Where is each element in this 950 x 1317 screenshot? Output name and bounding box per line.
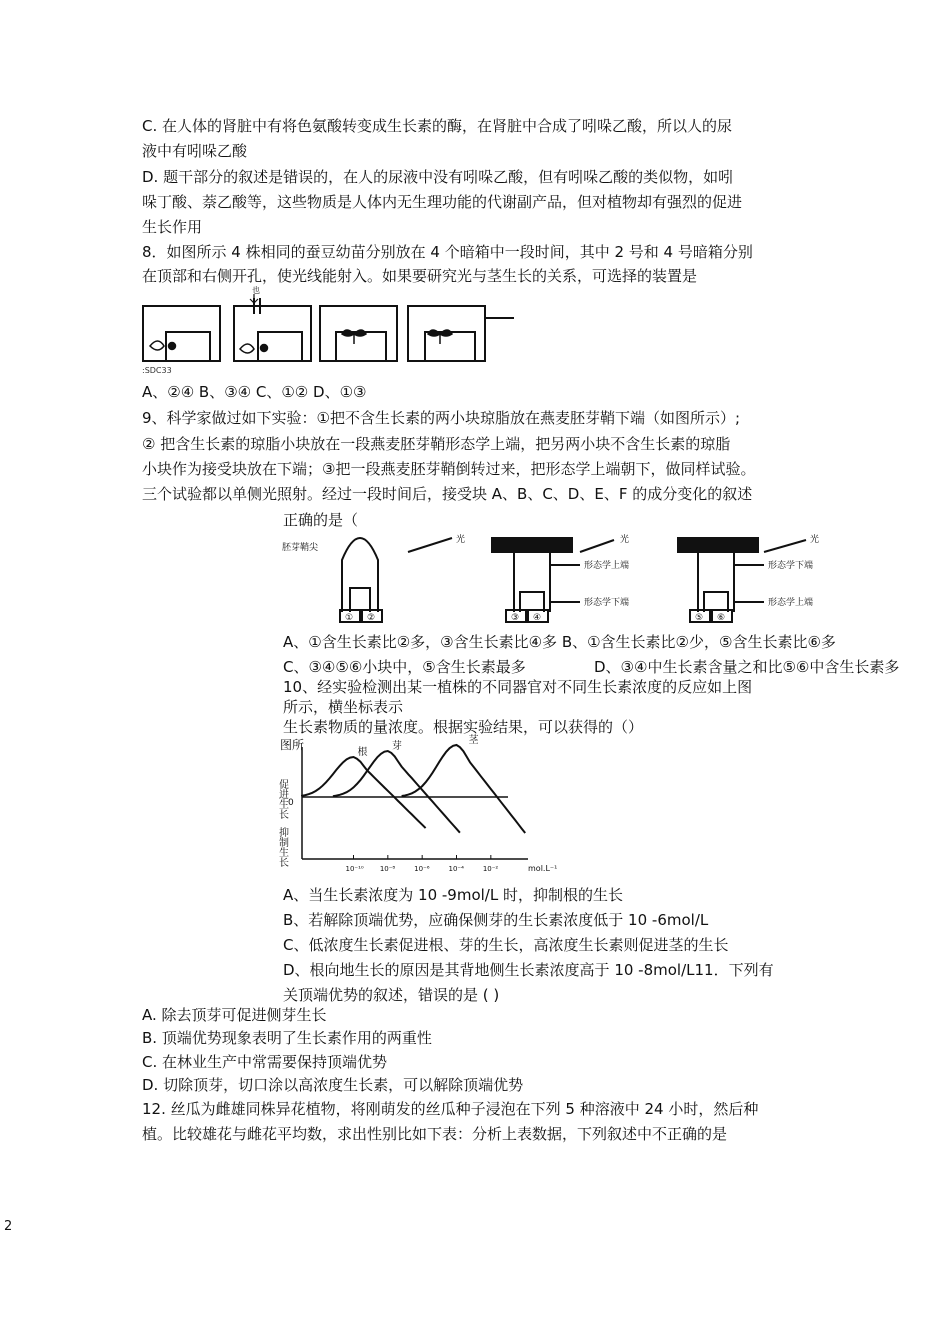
x-unit-label: mol.L⁻¹ [528, 864, 558, 873]
page-number: 2 [4, 1219, 13, 1234]
q10-stem-line1: 10、经实验检测出某一植株的不同器官对不同生长素浓度的反应如上图 [283, 678, 753, 696]
q9-option-ab: A、①含生长素比②多，③含生长素比④多 B、①含生长素比②少，⑤含生长素比⑥多 [283, 633, 836, 651]
q9-stem-line4: 三个试验都以单侧光照射。经过一段时间后，接受块 A、B、C、D、E、F 的成分变化的叙述 [142, 485, 753, 503]
q10-stem-line3: 生长素物质的量浓度。根据实验结果，可以获得的（） [283, 718, 644, 736]
q10-option-c: C、低浓度生长素促进根、芽的生长，高浓度生长素则促进茎的生长 [283, 936, 729, 954]
q9-coleoptile-figure [280, 530, 840, 625]
x-tick-label: 10⁻⁸ [379, 865, 396, 873]
label-lower-2: 形态学下端 [584, 598, 630, 608]
series-label: 茎 [468, 735, 479, 746]
auxin-response-chart [278, 735, 578, 875]
q9-stem-line5: 正确的是（ [283, 511, 359, 529]
label-coleoptile-tip: 胚芽鞘尖 [282, 543, 319, 553]
chart-corner-text: 图所 [280, 738, 305, 752]
curve-3 [402, 745, 526, 833]
q10-stem-line2: 所示，横坐标表示 [283, 698, 404, 716]
q8-fig-caption: :SDC33 [142, 366, 172, 375]
label-upper-2: 形态学上端 [584, 561, 630, 571]
q9-stem-line3: 小块作为接受块放在下端；③把一段燕麦胚芽鞘倒转过来，把形态学上端朝下，做同样试验。 [142, 460, 756, 478]
q10-option-a: A、当生长素浓度为 10 -9mol/L 时，抑制根的生长 [283, 886, 623, 904]
y-label-inhibit: 抑制生长 [276, 827, 288, 867]
block-label-2: ② [367, 613, 376, 623]
block-label-5: ⑤ [695, 613, 704, 623]
x-tick-label: 10⁻¹⁰ [345, 865, 364, 873]
zero-label: 0 [288, 798, 294, 808]
dark-box-1 [143, 306, 220, 361]
y-label-promote: 促进生长 [276, 779, 288, 819]
curve-2 [333, 751, 460, 833]
q8-dark-box-figure [140, 282, 520, 376]
q11-option-a: A. 除去顶芽可促进侧芽生长 [142, 1006, 327, 1024]
q11-option-c: C. 在林业生产中常需要保持顶端优势 [142, 1053, 388, 1071]
block-label-6: ⑥ [717, 613, 726, 623]
series-label: 根 [357, 747, 368, 758]
q8-fig-top-label: 也 [252, 286, 260, 295]
x-tick-label: 10⁻⁴ [448, 865, 464, 873]
q7-option-c-line2: 液中有吲哚乙酸 [142, 142, 248, 160]
q9-option-c: C、③④⑤⑥小块中，⑤含生长素最多 [283, 658, 526, 676]
x-tick-label: 10⁻⁶ [414, 865, 430, 873]
q11-option-b: B. 顶端优势现象表明了生长素作用的两重性 [142, 1029, 432, 1047]
q7-option-d-line3: 生长作用 [142, 218, 203, 236]
q9-option-d: D、③④中生长素含量之和比⑤⑥中含生长素多 [594, 658, 900, 676]
q11-stem: 关顶端优势的叙述，错误的是 ( ) [283, 986, 500, 1004]
block-label-3: ③ [511, 613, 520, 623]
q7-option-c-line1: C. 在人体的肾脏中有将色氨酸转变成生长素的酶，在肾脏中合成了吲哚乙酸，所以人的尿 [142, 117, 733, 135]
label-lower-3: 形态学上端 [768, 598, 814, 608]
curve-1 [302, 757, 426, 828]
q10-option-d: D、根向地生长的原因是其背地侧生长素浓度高于 10 -8mol/L11．下列有 [283, 961, 774, 979]
q12-stem-line2: 植。比较雄花与雌花平均数，求出性别比如下表：分析上表数据，下列叙述中不正确的是 [142, 1125, 728, 1143]
q10-option-b: B、若解除顶端优势，应确保侧芽的生长素浓度低于 10 -6mol/L [283, 911, 709, 929]
label-light-1: 光 [456, 535, 466, 545]
q12-stem-line1: 12. 丝瓜为雌雄同株异花植物，将刚萌发的丝瓜种子浸泡在下列 5 种溶液中 24 小时，然后种 [142, 1100, 759, 1118]
q11-option-d: D. 切除顶芽，切口涂以高浓度生长素，可以解除顶端优势 [142, 1076, 524, 1094]
label-light-3: 光 [810, 535, 820, 545]
q8-options: A、②④ B、③④ C、①② D、①③ [142, 383, 367, 401]
q7-option-d-line1: D. 题干部分的叙述是错误的，在人的尿液中没有吲哚乙酸，但有吲哚乙酸的类似物，如吲 [142, 168, 734, 186]
block-label-4: ④ [533, 613, 542, 623]
q9-stem-line2: ② 把含生长素的琼脂小块放在一段燕麦胚芽鞘形态学上端，把另两小块不含生长素的琼脂 [142, 435, 731, 453]
q9-stem-line1: 9、科学家做过如下实验：①把不含生长素的两小块琼脂放在燕麦胚芽鞘下端（如图所示）; [142, 409, 741, 427]
x-tick-label: 10⁻² [482, 865, 499, 873]
block-label-1: ① [345, 613, 354, 623]
label-light-2: 光 [620, 535, 630, 545]
label-upper-3: 形态学下端 [768, 561, 814, 571]
q7-option-d-line2: 哚丁酸、萘乙酸等，这些物质是人体内无生理功能的代谢副产品，但对植物却有强烈的促进 [142, 193, 743, 211]
q8-stem-line2: 在顶部和右侧开孔，使光线能射入。如果要研究光与茎生长的关系，可选择的装置是 [142, 267, 698, 285]
q8-stem-line1: 8．如图所示 4 株相同的蚕豆幼苗分别放在 4 个暗箱中一段时间，其中 2 号和 4 号暗箱分别 [142, 243, 753, 261]
series-label: 芽 [391, 741, 402, 752]
